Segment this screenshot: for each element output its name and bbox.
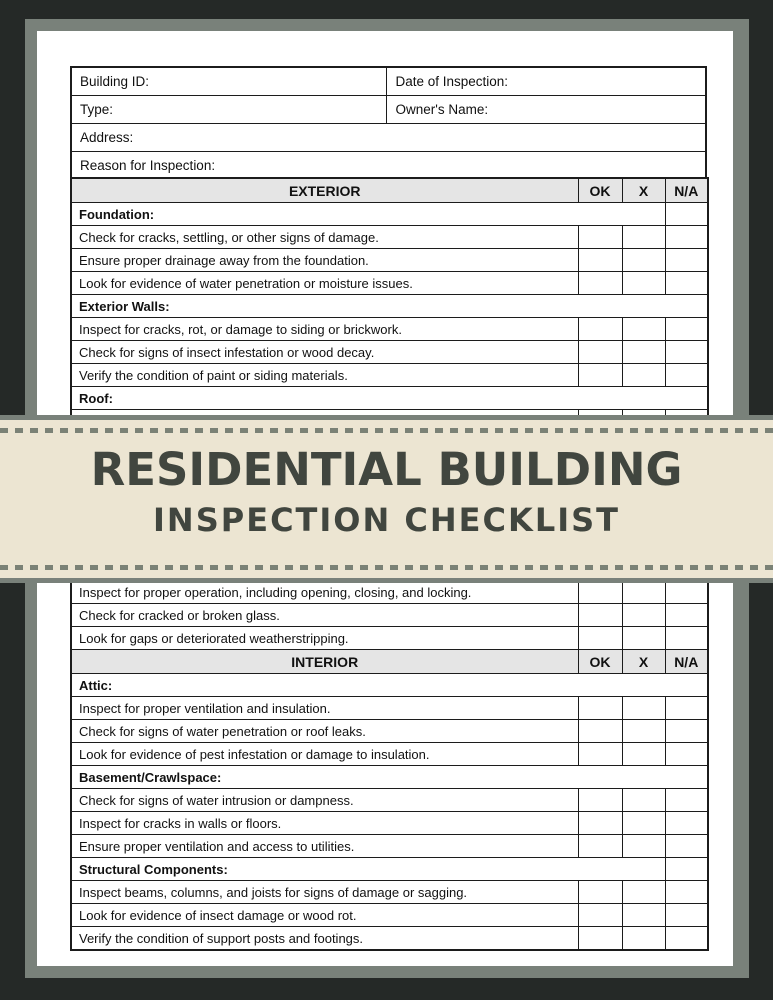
checklist-item-row — [71, 580, 708, 604]
banner-title: RESIDENTIAL BUILDING — [90, 443, 683, 496]
group-heading: Basement/Crawlspace: — [71, 766, 708, 789]
check-cell-ok[interactable] — [578, 318, 622, 341]
checklist-item-row — [71, 226, 708, 249]
checklist-item-label: Check for signs of insect infestation or wood decay. — [71, 341, 578, 364]
check-cell-x[interactable] — [622, 881, 665, 904]
title-banner — [0, 415, 773, 583]
section-header-row — [71, 178, 708, 203]
exterior-checklist-table — [70, 177, 709, 434]
group-heading: Foundation: — [71, 203, 665, 226]
checklist-item-row — [71, 835, 708, 858]
check-cell-x[interactable] — [622, 272, 665, 295]
checklist-item-row — [71, 364, 708, 387]
check-cell-na[interactable] — [665, 272, 708, 295]
checklist-item-label: Ensure proper ventilation and access to utilities. — [71, 835, 578, 858]
checklist-item-row — [71, 604, 708, 627]
check-cell-na[interactable] — [665, 720, 708, 743]
check-cell-na[interactable] — [665, 858, 708, 881]
check-cell-na[interactable] — [665, 743, 708, 766]
checklist-item-label: Inspect beams, columns, and joists for signs of damage or sagging. — [71, 881, 578, 904]
check-cell-x[interactable] — [622, 720, 665, 743]
checklist-item-row — [71, 743, 708, 766]
info-field[interactable]: Type: — [71, 96, 387, 124]
checklist-item-row — [71, 697, 708, 720]
check-cell-x[interactable] — [622, 226, 665, 249]
check-cell-x[interactable] — [622, 341, 665, 364]
column-header-ok: OK — [578, 178, 622, 203]
column-header-x: X — [622, 178, 665, 203]
check-cell-na[interactable] — [665, 904, 708, 927]
check-cell-na[interactable] — [665, 881, 708, 904]
checklist-item-label: Look for evidence of pest infestation or damage to insulation. — [71, 743, 578, 766]
info-row — [71, 96, 706, 124]
check-cell-ok[interactable] — [578, 812, 622, 835]
checklist-item-label: Look for evidence of insect damage or wood rot. — [71, 904, 578, 927]
check-cell-x[interactable] — [622, 789, 665, 812]
group-heading-row — [71, 295, 708, 318]
interior-checklist-table — [70, 579, 709, 951]
check-cell-na[interactable] — [665, 580, 708, 604]
check-cell-na[interactable] — [665, 697, 708, 720]
check-cell-ok[interactable] — [578, 226, 622, 249]
check-cell-ok[interactable] — [578, 580, 622, 604]
check-cell-x[interactable] — [622, 627, 665, 650]
check-cell-na[interactable] — [665, 226, 708, 249]
check-cell-na[interactable] — [665, 364, 708, 387]
info-row — [71, 124, 706, 152]
check-cell-ok[interactable] — [578, 904, 622, 927]
check-cell-ok[interactable] — [578, 881, 622, 904]
check-cell-x[interactable] — [622, 812, 665, 835]
check-cell-na[interactable] — [665, 789, 708, 812]
checklist-item-row — [71, 904, 708, 927]
check-cell-ok[interactable] — [578, 604, 622, 627]
check-cell-ok[interactable] — [578, 720, 622, 743]
banner-subtitle: INSPECTION CHECKLIST — [153, 501, 620, 539]
check-cell-na[interactable] — [665, 812, 708, 835]
check-cell-ok[interactable] — [578, 835, 622, 858]
check-cell-x[interactable] — [622, 580, 665, 604]
checklist-item-label: Inspect for proper operation, including opening, closing, and locking. — [71, 580, 578, 604]
checklist-item-row — [71, 812, 708, 835]
group-heading-row — [71, 387, 708, 410]
check-cell-na[interactable] — [665, 318, 708, 341]
check-cell-na[interactable] — [665, 249, 708, 272]
check-cell-x[interactable] — [622, 604, 665, 627]
section-title: EXTERIOR — [71, 178, 578, 203]
checklist-item-row — [71, 341, 708, 364]
group-heading: Roof: — [71, 387, 708, 410]
check-cell-ok[interactable] — [578, 627, 622, 650]
stitch-line-bottom — [0, 565, 773, 570]
checklist-item-label: Ensure proper drainage away from the foundation. — [71, 249, 578, 272]
check-cell-ok[interactable] — [578, 272, 622, 295]
info-row — [71, 152, 706, 181]
check-cell-x[interactable] — [622, 904, 665, 927]
check-cell-ok[interactable] — [578, 697, 622, 720]
checklist-item-row — [71, 720, 708, 743]
checklist-item-label: Verify the condition of paint or siding materials. — [71, 364, 578, 387]
checklist-item-row — [71, 927, 708, 951]
check-cell-na[interactable] — [665, 604, 708, 627]
checklist-item-label: Check for signs of water penetration or roof leaks. — [71, 720, 578, 743]
check-cell-x[interactable] — [622, 318, 665, 341]
check-cell-x[interactable] — [622, 835, 665, 858]
column-header-ok: OK — [578, 650, 622, 674]
checklist-item-label: Look for gaps or deteriorated weatherstripping. — [71, 627, 578, 650]
check-cell-ok[interactable] — [578, 789, 622, 812]
check-cell-na[interactable] — [665, 835, 708, 858]
info-field[interactable]: Address: — [71, 124, 706, 152]
check-cell-x[interactable] — [622, 743, 665, 766]
info-field[interactable]: Building ID: — [71, 67, 387, 96]
check-cell-x[interactable] — [622, 249, 665, 272]
check-cell-na[interactable] — [665, 927, 708, 951]
info-field[interactable]: Date of Inspection: — [387, 67, 706, 96]
section-header-row — [71, 650, 708, 674]
check-cell-ok[interactable] — [578, 249, 622, 272]
checklist-item-label: Verify the condition of support posts and footings. — [71, 927, 578, 951]
info-field[interactable]: Reason for Inspection: — [71, 152, 706, 181]
checklist-item-row — [71, 627, 708, 650]
info-table — [70, 66, 707, 181]
group-heading-row — [71, 203, 708, 226]
checklist-item-row — [71, 318, 708, 341]
column-header-na: N/A — [665, 178, 708, 203]
check-cell-x[interactable] — [622, 697, 665, 720]
group-heading: Exterior Walls: — [71, 295, 708, 318]
checklist-item-label: Inspect for cracks, rot, or damage to siding or brickwork. — [71, 318, 578, 341]
checklist-item-row — [71, 249, 708, 272]
checklist-item-row — [71, 272, 708, 295]
group-heading-row — [71, 858, 708, 881]
checklist-item-label: Look for evidence of water penetration or moisture issues. — [71, 272, 578, 295]
column-header-x: X — [622, 650, 665, 674]
checklist-item-label: Inspect for proper ventilation and insulation. — [71, 697, 578, 720]
column-header-na: N/A — [665, 650, 708, 674]
group-heading-row — [71, 766, 708, 789]
check-cell-x[interactable] — [622, 364, 665, 387]
checklist-item-row — [71, 789, 708, 812]
info-field[interactable]: Owner's Name: — [387, 96, 706, 124]
check-cell-ok[interactable] — [578, 743, 622, 766]
checklist-item-row — [71, 881, 708, 904]
section-title: INTERIOR — [71, 650, 578, 674]
info-row — [71, 67, 706, 96]
check-cell-na[interactable] — [665, 341, 708, 364]
checklist-item-label: Inspect for cracks in walls or floors. — [71, 812, 578, 835]
checklist-item-label: Check for cracked or broken glass. — [71, 604, 578, 627]
group-heading: Attic: — [71, 674, 708, 697]
group-heading-row — [71, 674, 708, 697]
checklist-item-label: Check for signs of water intrusion or dampness. — [71, 789, 578, 812]
checklist-item-label: Check for cracks, settling, or other signs of damage. — [71, 226, 578, 249]
check-cell-na[interactable] — [665, 203, 708, 226]
check-cell-ok[interactable] — [578, 341, 622, 364]
check-cell-x[interactable] — [622, 927, 665, 951]
check-cell-na[interactable] — [665, 627, 708, 650]
check-cell-ok[interactable] — [578, 927, 622, 951]
stitch-line-top — [0, 428, 773, 433]
check-cell-ok[interactable] — [578, 364, 622, 387]
group-heading: Structural Components: — [71, 858, 665, 881]
